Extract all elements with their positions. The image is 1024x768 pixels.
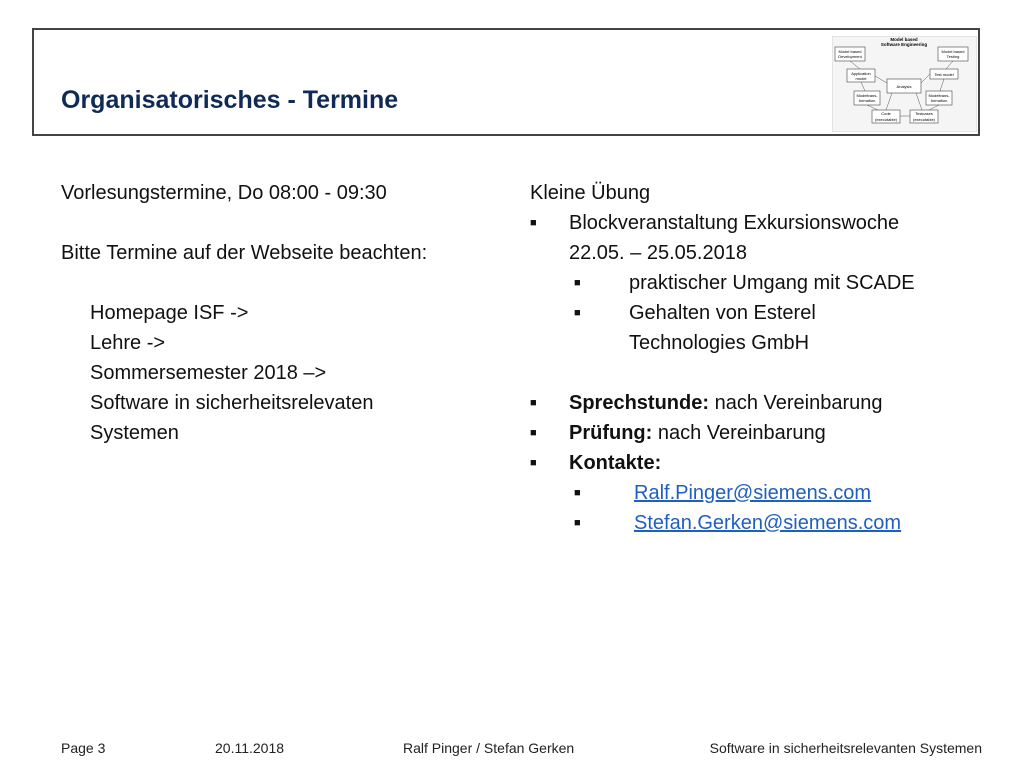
nav-path-course: Software in sicherheitsrelevaten — [90, 392, 374, 414]
list-item-email-2 — [530, 508, 1000, 538]
footer-authors: Ralf Pinger / Stefan Gerken — [403, 740, 575, 756]
node-trans2-1: Modeltrans- — [928, 93, 950, 98]
contacts-label: Kontakte: — [569, 452, 662, 474]
footer-page-number: Page 3 — [61, 740, 106, 756]
bullet-icon: ■ — [530, 457, 537, 469]
mbse-diagram — [832, 36, 977, 132]
diagram-title-1: Model based — [890, 37, 918, 42]
exam-label: Prüfung: — [569, 422, 653, 444]
lecture-times: Vorlesungstermine, Do 08:00 - 09:30 — [61, 182, 387, 204]
node-testcases-1: Testcases — [915, 111, 933, 116]
exercise-heading: Kleine Übung — [530, 182, 651, 204]
esterel-company: Technologies GmbH — [629, 332, 810, 354]
left-column — [61, 178, 501, 448]
spacer — [530, 358, 1000, 388]
list-item-esterel — [530, 298, 1000, 328]
spacer — [61, 208, 501, 238]
footer-course-title: Software in sicherheitsrelevanten Systemen — [709, 740, 982, 756]
slide-title: Organisatorisches - Termine — [61, 86, 399, 114]
bullet-icon: ■ — [574, 487, 581, 499]
right-column — [530, 178, 1000, 538]
node-analysis: Analysis — [896, 84, 912, 89]
node-code-1: Code — [881, 111, 891, 116]
list-item-block — [530, 208, 1000, 238]
diagram-title-2: Software Engineering — [880, 42, 928, 47]
list-item-exam — [530, 418, 1000, 448]
office-hours-label: Sprechstunde: — [569, 392, 710, 414]
bullet-icon: ■ — [530, 397, 537, 409]
email-link-gerken[interactable]: Stefan.Gerken@siemens.com — [634, 512, 902, 534]
node-dev-1: Model based — [838, 49, 862, 54]
office-hours-value: nach Vereinbarung — [709, 392, 883, 414]
block-event: Blockveranstaltung Exkursionswoche — [569, 212, 900, 234]
bullet-icon: ■ — [574, 307, 581, 319]
node-trans1-1: Modeltrans- — [856, 93, 878, 98]
node-test-2: Testing — [946, 54, 960, 59]
exam-value: nach Vereinbarung — [652, 422, 826, 444]
email-link-pinger[interactable]: Ralf.Pinger@siemens.com — [634, 482, 872, 504]
bullet-icon: ■ — [574, 517, 581, 529]
node-app-1: Application — [851, 71, 871, 76]
block-dates: 22.05. – 25.05.2018 — [569, 242, 747, 264]
list-item-scade — [530, 268, 1000, 298]
esterel-held-by: Gehalten von Esterel — [629, 302, 816, 324]
scade-practice: praktischer Umgang mit SCADE — [629, 272, 915, 294]
nav-path-semester: Sommersemester 2018 –> — [90, 362, 327, 384]
node-testcases-2: (executable) — [912, 117, 936, 122]
bullet-icon: ■ — [530, 217, 537, 229]
website-note: Bitte Termine auf der Webseite beachten: — [61, 242, 428, 264]
node-app-2: model — [855, 76, 867, 81]
spacer — [61, 268, 501, 298]
node-code-2: (executable) — [874, 117, 898, 122]
footer-date: 20.11.2018 — [215, 740, 285, 756]
list-item-contacts — [530, 448, 1000, 478]
node-testmodel: Test model — [934, 72, 954, 77]
nav-path-homepage: Homepage ISF -> — [90, 302, 249, 324]
node-dev-2: Development — [838, 54, 862, 59]
bullet-icon: ■ — [574, 277, 581, 289]
nav-path-course-cont: Systemen — [90, 422, 179, 444]
list-item-office-hours — [530, 388, 1000, 418]
node-test-1: Model based — [941, 49, 965, 54]
nav-path-lehre: Lehre -> — [90, 332, 166, 354]
list-item-email-1 — [530, 478, 1000, 508]
node-trans1-2: formation — [858, 98, 876, 103]
bullet-icon: ■ — [530, 427, 537, 439]
node-trans2-2: formation — [930, 98, 948, 103]
